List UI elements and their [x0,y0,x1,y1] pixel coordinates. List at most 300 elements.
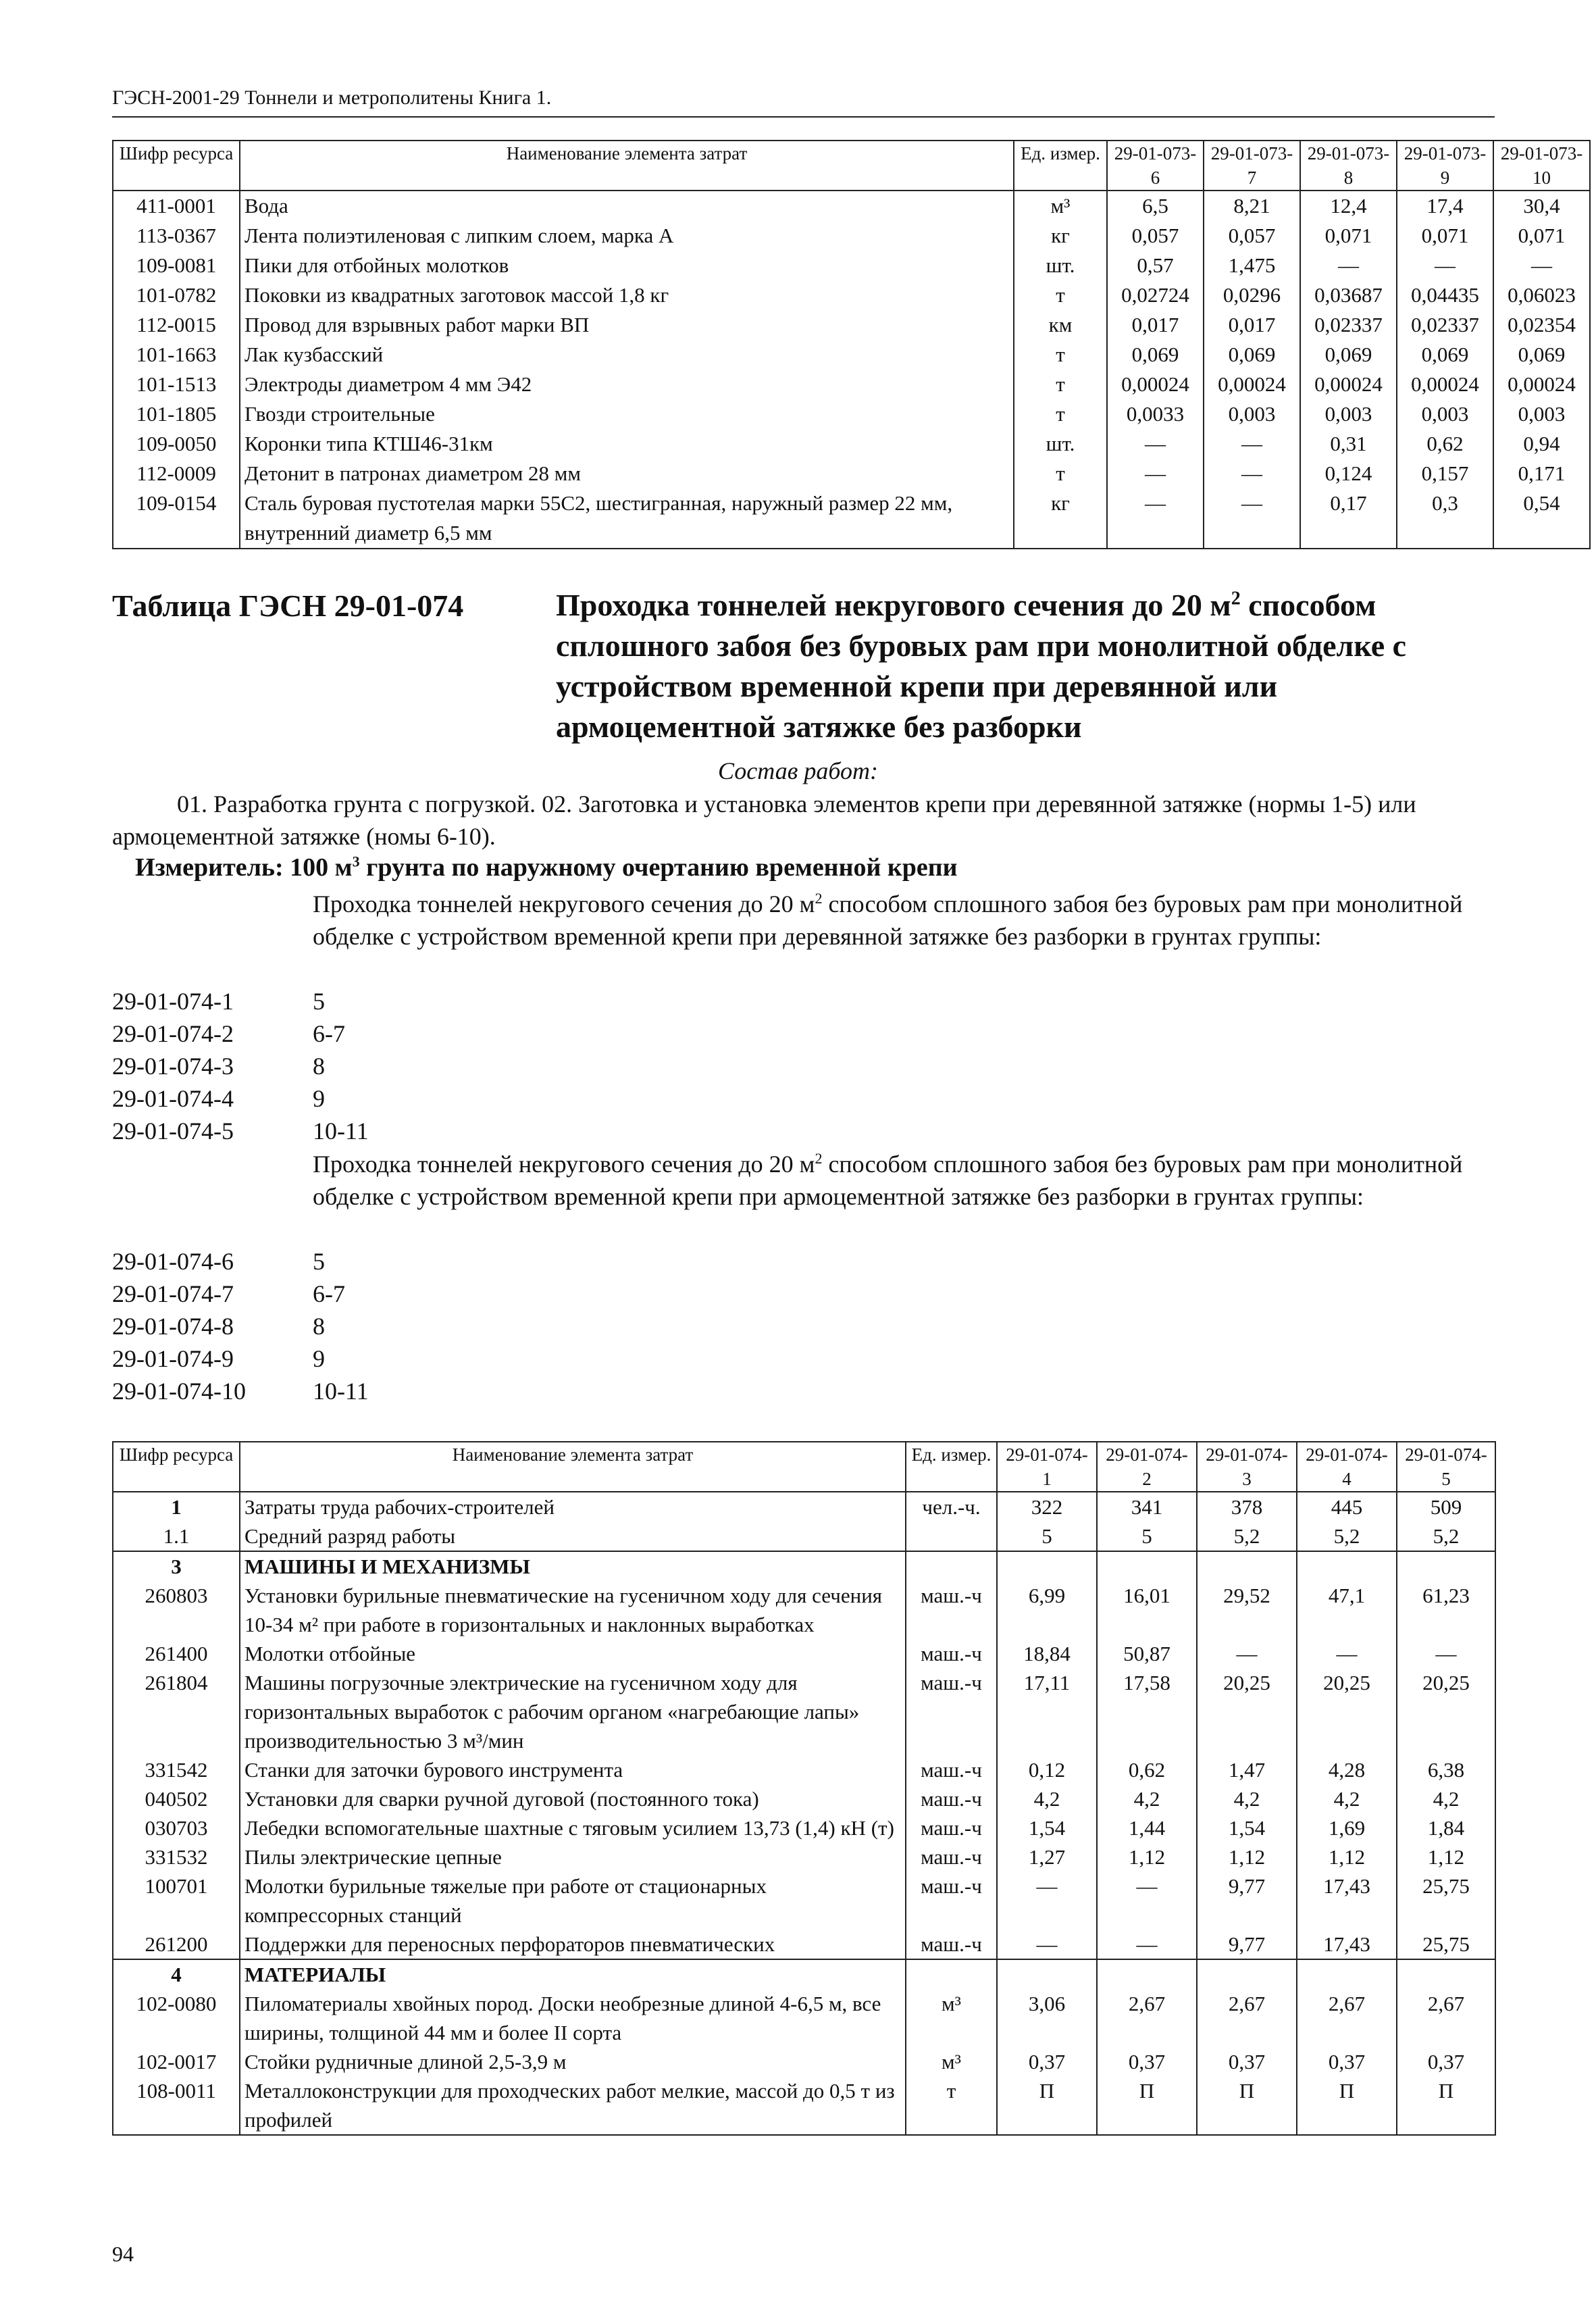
soil-group: 6-7 [313,1280,345,1307]
norm-value: 8,21 [1204,191,1300,221]
norm-value: 1,12 [1197,1842,1297,1871]
norm-value: — [1300,251,1397,280]
resource-unit [906,1551,997,1581]
norm-code: 29-01-074-2 [112,1020,234,1047]
norm-value: 4,2 [1297,1784,1397,1813]
norm-value: — [1297,1639,1397,1668]
soil-group: 5 [313,988,325,1015]
norm-value: 12,4 [1300,191,1397,221]
norm-value: 4,2 [997,1784,1097,1813]
resource-code: 101-1513 [113,370,240,399]
norm-value: 378 [1197,1492,1297,1521]
col-norm-header: 29-01-073-7 [1204,141,1300,191]
resource-name: Пиломатериалы хвойных пород. Доски необрезные длиной 4-6,5 м, все ширины, толщиной 44 мм и более II сорта [240,1989,906,2047]
norm-value [1397,1959,1495,1989]
norm-value: 0,06023 [1493,280,1590,310]
resource-unit: маш.-ч [906,1755,997,1784]
norm-value: 0,57 [1107,251,1204,280]
page-number: 94 [112,2242,134,2266]
norm-value: 25,75 [1397,1930,1495,1959]
col-name-header: Наименование элемента затрат [240,1442,906,1492]
norm-value: 0,94 [1493,429,1590,459]
norm-value: — [1204,429,1300,459]
norm-value: 5,2 [1397,1521,1495,1551]
norm-value: — [1097,1871,1197,1930]
list-item [112,1245,369,1278]
norm-value: 5,2 [1197,1521,1297,1551]
list-item [112,1342,369,1375]
resource-unit: маш.-ч [906,1813,997,1842]
norm-code: 29-01-074-9 [112,1345,234,1372]
resource-code: 261400 [113,1639,240,1668]
norms-description-cement: Проходка тоннелей некругового сечения до 20 $м^2$ способом сплошного забоя без буровых рам при монолитной обделке с устройством временной крепи при армоцементной затяжке без разборки в грунтах группы: [313,1150,1463,1210]
resource-name: Гвозди строительные [240,399,1014,429]
norm-value: 0,02337 [1300,310,1397,340]
resource-code: 260803 [113,1581,240,1639]
list-item [112,1050,369,1082]
norm-value: 20,25 [1197,1668,1297,1755]
norm-value: 16,01 [1097,1581,1197,1639]
table-row [113,1871,1495,1930]
table-row [113,1581,1495,1639]
resource-unit: т [1014,399,1107,429]
resource-code: 1.1 [113,1521,240,1551]
norm-value: 0,069 [1107,340,1204,370]
table-row [113,488,1590,549]
col-norm-header: 29-01-074-2 [1097,1442,1197,1492]
resource-code: 112-0009 [113,459,240,488]
norm-value: 4,2 [1197,1784,1297,1813]
norm-value: 0,069 [1493,340,1590,370]
table-row [113,1959,1495,1989]
table-row [113,1784,1495,1813]
norm-value: 0,02337 [1397,310,1493,340]
table-row [113,191,1590,221]
resource-code: 261804 [113,1668,240,1755]
resource-unit [906,1521,997,1551]
col-norm-header: 29-01-073-8 [1300,141,1397,191]
resource-name: Электроды диаметром 4 мм Э42 [240,370,1014,399]
norm-value: 1,69 [1297,1813,1397,1842]
norm-value: 1,54 [1197,1813,1297,1842]
resource-name: Молотки отбойные [240,1639,906,1668]
norm-value [1297,1551,1397,1581]
resource-code: 331542 [113,1755,240,1784]
norm-value: — [1204,459,1300,488]
norm-value: 0,37 [1097,2047,1197,2076]
resource-unit: шт. [1014,429,1107,459]
norm-value: 17,43 [1297,1930,1397,1959]
table-row [113,251,1590,280]
table-row [113,399,1590,429]
col-norm-header: 29-01-073-10 [1493,141,1590,191]
soil-group: 9 [313,1085,325,1112]
norm-value: — [1197,1639,1297,1668]
norm-value: 2,67 [1197,1989,1297,2047]
composition-label: Состав работ: [718,757,878,784]
norm-value: 0,069 [1397,340,1493,370]
norm-value: 0,03687 [1300,280,1397,310]
list-item [112,1017,369,1050]
norm-value: 0,017 [1204,310,1300,340]
table-row [113,1521,1495,1551]
norm-value: П [1197,2076,1297,2135]
resource-name: МАТЕРИАЛЫ [240,1959,906,1989]
norm-value: 1,27 [997,1842,1097,1871]
norm-value: 0,00024 [1397,370,1493,399]
resource-code: 261200 [113,1930,240,1959]
resource-code: 101-1805 [113,399,240,429]
norm-value [1297,1959,1397,1989]
norm-value: 1,12 [1397,1842,1495,1871]
norm-value: 5 [997,1521,1097,1551]
resource-code: 112-0015 [113,310,240,340]
norm-value: 0,00024 [1204,370,1300,399]
list-item [112,1375,369,1407]
resource-unit: м³ [1014,191,1107,221]
norm-value: 0,37 [1297,2047,1397,2076]
norms-description-wood: Проходка тоннелей некругового сечения до 20 $м^2$ способом сплошного забоя без буровых рам при монолитной обделке с устройством временной крепи при деревянной затяжке без разборки в грунтах группы: [313,890,1463,950]
resource-unit: км [1014,310,1107,340]
list-item [112,1278,369,1310]
col-unit-header: Ед. измер. [906,1442,997,1492]
norm-code: 29-01-074-5 [112,1117,234,1145]
norm-value: 47,1 [1297,1581,1397,1639]
resource-name: Провод для взрывных работ марки ВП [240,310,1014,340]
table-row [113,1551,1495,1581]
table-row [113,1668,1495,1755]
norm-value: 0,069 [1204,340,1300,370]
norm-value [1397,1551,1495,1581]
norm-value: 0,057 [1107,221,1204,251]
norm-value: П [997,2076,1097,2135]
norm-value: 0,0296 [1204,280,1300,310]
table-row [113,1492,1495,1521]
norm-value: П [1397,2076,1495,2135]
norm-value: 0,02724 [1107,280,1204,310]
soil-group: 8 [313,1313,325,1340]
resource-name: Сталь буровая пустотелая марки 55С2, шестигранная, наружный размер 22 мм, внутренний диаметр 6,5 мм [240,488,1014,549]
resource-unit: маш.-ч [906,1784,997,1813]
norm-value: 2,67 [1097,1989,1197,2047]
table-row [113,1813,1495,1842]
col-norm-header: 29-01-074-3 [1197,1442,1297,1492]
resource-code: 109-0081 [113,251,240,280]
norm-value: 445 [1297,1492,1397,1521]
norm-value: 6,38 [1397,1755,1495,1784]
norm-value: 0,37 [1397,2047,1495,2076]
norm-value: 0,00024 [1107,370,1204,399]
norm-code: 29-01-074-7 [112,1280,234,1307]
resource-name: Детонит в патронах диаметром 28 мм [240,459,1014,488]
resource-unit: кг [1014,221,1107,251]
resource-table-073 [112,140,1591,549]
norm-value: 0,171 [1493,459,1590,488]
resource-code: 113-0367 [113,221,240,251]
col-norm-header: 29-01-073-9 [1397,141,1493,191]
resource-unit: маш.-ч [906,1842,997,1871]
soil-group: 8 [313,1053,325,1080]
norm-value: 0,37 [997,2047,1097,2076]
resource-name: Поддержки для переносных перфораторов пневматических [240,1930,906,1959]
col-norm-header: 29-01-073-6 [1107,141,1204,191]
resource-unit: м³ [906,2047,997,2076]
resource-code: 3 [113,1551,240,1581]
norm-value: 0,124 [1300,459,1397,488]
norm-value: — [1107,429,1204,459]
norm-value: П [1097,2076,1197,2135]
norm-value: 5,2 [1297,1521,1397,1551]
table-row [113,1755,1495,1784]
table-code: Таблица ГЭСН 29-01-074 [112,588,464,623]
norm-value: — [1097,1930,1197,1959]
norm-code: 29-01-074-6 [112,1248,234,1275]
resource-code: 100701 [113,1871,240,1930]
norm-value: 0,057 [1204,221,1300,251]
norm-value [1197,1551,1297,1581]
resource-name: Пики для отбойных молотков [240,251,1014,280]
resource-code: 4 [113,1959,240,1989]
norm-value: 2,67 [1297,1989,1397,2047]
resource-code: 331532 [113,1842,240,1871]
norm-value [1097,1959,1197,1989]
col-code-header: Шифр ресурса [113,1442,240,1492]
resource-table-074 [112,1441,1496,2136]
norm-value [997,1959,1097,1989]
table-row [113,310,1590,340]
norm-value: 20,25 [1397,1668,1495,1755]
norms-list-wood [112,985,369,1147]
norm-value: 0,02354 [1493,310,1590,340]
norm-value: 20,25 [1297,1668,1397,1755]
running-header: ГЭСН-2001-29 Тоннели и метрополитены Книга 1. [112,86,552,109]
norm-value: 6,99 [997,1581,1097,1639]
table-title: Проходка тоннелей некругового сечения до 20 $м^2$ способом сплошного забоя без буровых рам при монолитной обделке с устройством временной крепи при деревянной или армоцементной затяжке без разборки [556,588,1407,744]
resource-code: 109-0154 [113,488,240,549]
norm-value [1097,1551,1197,1581]
norm-value: 4,2 [1397,1784,1495,1813]
col-code-header: Шифр ресурса [113,141,240,191]
col-norm-header: 29-01-074-5 [1397,1442,1495,1492]
norm-value: 0,17 [1300,488,1397,549]
norm-value: 0,003 [1300,399,1397,429]
table-row [113,1842,1495,1871]
list-item [112,1082,369,1115]
resource-code: 101-1663 [113,340,240,370]
resource-name: Затраты труда рабочих-строителей [240,1492,906,1521]
table-header-row [113,141,1590,191]
norm-value: 17,58 [1097,1668,1197,1755]
table-row [113,2076,1495,2135]
norm-code: 29-01-074-3 [112,1053,234,1080]
norm-value: 2,67 [1397,1989,1495,2047]
norm-value: — [1397,1639,1495,1668]
resource-name: МАШИНЫ И МЕХАНИЗМЫ [240,1551,906,1581]
resource-code: 108-0011 [113,2076,240,2135]
resource-name: Молотки бурильные тяжелые при работе от стационарных компрессорных станций [240,1871,906,1930]
resource-unit: маш.-ч [906,1668,997,1755]
resource-code: 109-0050 [113,429,240,459]
table-row [113,1989,1495,2047]
table-row [113,221,1590,251]
norm-value: 0,12 [997,1755,1097,1784]
norm-value: — [1107,488,1204,549]
norm-code: 29-01-074-10 [112,1378,246,1405]
norm-value: — [997,1871,1097,1930]
soil-group: 5 [313,1248,325,1275]
table-row [113,2047,1495,2076]
resource-unit: т [906,2076,997,2135]
norm-value: 0,00024 [1300,370,1397,399]
col-norm-header: 29-01-074-4 [1297,1442,1397,1492]
norm-value: — [997,1930,1097,1959]
resource-unit: т [1014,459,1107,488]
list-item [112,985,369,1017]
norm-value: 1,84 [1397,1813,1495,1842]
resource-name: Установки бурильные пневматические на гусеничном ходу для сечения 10-34 м² при работе в горизонтальных и наклонных выработках [240,1581,906,1639]
norm-value: 0,3 [1397,488,1493,549]
resource-unit: м³ [906,1989,997,2047]
norm-value: 0,157 [1397,459,1493,488]
resource-code: 101-0782 [113,280,240,310]
norm-value: — [1204,488,1300,549]
norm-value: 1,12 [1297,1842,1397,1871]
resource-name: Лебедки вспомогательные шахтные с тяговым усилием 13,73 (1,4) кН (т) [240,1813,906,1842]
resource-unit: маш.-ч [906,1930,997,1959]
table-row [113,370,1590,399]
measure-unit: Измеритель: 100 $м^3$ грунта по наружному очертанию временной крепи [135,853,958,882]
norm-value: 30,4 [1493,191,1590,221]
norm-value: 25,75 [1397,1871,1495,1930]
resource-code: 040502 [113,1784,240,1813]
norm-value: 0,31 [1300,429,1397,459]
soil-group: 6-7 [313,1020,345,1047]
soil-group: 9 [313,1345,325,1372]
norm-value: 17,4 [1397,191,1493,221]
norm-value: 1,475 [1204,251,1300,280]
norm-value: 0,00024 [1493,370,1590,399]
works-description: 01. Разработка грунта с погрузкой. 02. Заготовка и установка элементов крепи при деревянной затяжке (нормы 1-5) или армоцементной затяжке (номы 6-10). [112,790,1416,850]
norm-value: 0,54 [1493,488,1590,549]
resource-code: 1 [113,1492,240,1521]
norm-value: 61,23 [1397,1581,1495,1639]
col-norm-header: 29-01-074-1 [997,1442,1097,1492]
norm-value: 17,43 [1297,1871,1397,1930]
resource-unit: чел.-ч. [906,1492,997,1521]
resource-code: 030703 [113,1813,240,1842]
norm-value: — [1397,251,1493,280]
norm-value: 1,44 [1097,1813,1197,1842]
norm-value: 18,84 [997,1639,1097,1668]
resource-name: Коронки типа КТШ46-31км [240,429,1014,459]
resource-name: Лента полиэтиленовая с липким слоем, марка А [240,221,1014,251]
table-row [113,459,1590,488]
norm-value: 50,87 [1097,1639,1197,1668]
norm-value: 0,62 [1097,1755,1197,1784]
norms-list-cement [112,1245,369,1407]
resource-unit: маш.-ч [906,1871,997,1930]
resource-name: Установки для сварки ручной дуговой (постоянного тока) [240,1784,906,1813]
soil-group: 10-11 [313,1378,369,1405]
norm-value: 0,071 [1493,221,1590,251]
resource-name: Лак кузбасский [240,340,1014,370]
col-name-header: Наименование элемента затрат [240,141,1014,191]
norm-value: 0,04435 [1397,280,1493,310]
col-unit-header: Ед. измер. [1014,141,1107,191]
norm-value: 0,071 [1397,221,1493,251]
table-row [113,340,1590,370]
norm-value: 0,003 [1204,399,1300,429]
table-row [113,1639,1495,1668]
resource-unit: маш.-ч [906,1581,997,1639]
norm-value: 17,11 [997,1668,1097,1755]
norm-value: 0,069 [1300,340,1397,370]
resource-unit: маш.-ч [906,1639,997,1668]
norm-value: 4,2 [1097,1784,1197,1813]
norm-value [1197,1959,1297,1989]
norm-value: 1,12 [1097,1842,1197,1871]
norm-value: П [1297,2076,1397,2135]
table-row [113,429,1590,459]
norm-value: 0,071 [1300,221,1397,251]
norm-value: 4,28 [1297,1755,1397,1784]
resource-unit: шт. [1014,251,1107,280]
header-rule [112,116,1495,118]
norm-value: 9,77 [1197,1930,1297,1959]
norm-value: 341 [1097,1492,1197,1521]
resource-code: 102-0017 [113,2047,240,2076]
norm-value: 0,62 [1397,429,1493,459]
resource-name: Средний разряд работы [240,1521,906,1551]
norm-code: 29-01-074-4 [112,1085,234,1112]
resource-code: 102-0080 [113,1989,240,2047]
norm-value: 3,06 [997,1989,1097,2047]
resource-name: Металлоконструкции для проходческих работ мелкие, массой до 0,5 т из профилей [240,2076,906,2135]
norm-value [997,1551,1097,1581]
norm-code: 29-01-074-8 [112,1313,234,1340]
norm-value: — [1107,459,1204,488]
resource-unit: кг [1014,488,1107,549]
resource-code: 411-0001 [113,191,240,221]
norm-code: 29-01-074-1 [112,988,234,1015]
norm-value: 0,0033 [1107,399,1204,429]
soil-group: 10-11 [313,1117,369,1145]
norm-value: — [1493,251,1590,280]
resource-unit: т [1014,280,1107,310]
table-header-row [113,1442,1495,1492]
norm-value: 0,37 [1197,2047,1297,2076]
norm-value: 322 [997,1492,1097,1521]
resource-name: Пилы электрические цепные [240,1842,906,1871]
list-item [112,1310,369,1342]
resource-name: Машины погрузочные электрические на гусеничном ходу для горизонтальных выработок с рабочим органом «нагребающие лапы» производительностью 3 м³/мин [240,1668,906,1755]
resource-unit: т [1014,370,1107,399]
table-row [113,280,1590,310]
norm-value: 0,003 [1397,399,1493,429]
norm-value: 9,77 [1197,1871,1297,1930]
resource-name: Вода [240,191,1014,221]
norm-value: 0,003 [1493,399,1590,429]
resource-name: Поковки из квадратных заготовок массой 1,8 кг [240,280,1014,310]
resource-name: Стойки рудничные длиной 2,5-3,9 м [240,2047,906,2076]
norm-value: 29,52 [1197,1581,1297,1639]
norm-value: 1,54 [997,1813,1097,1842]
norm-value: 1,47 [1197,1755,1297,1784]
table-row [113,1930,1495,1959]
list-item [112,1115,369,1147]
resource-unit [906,1959,997,1989]
norm-value: 6,5 [1107,191,1204,221]
